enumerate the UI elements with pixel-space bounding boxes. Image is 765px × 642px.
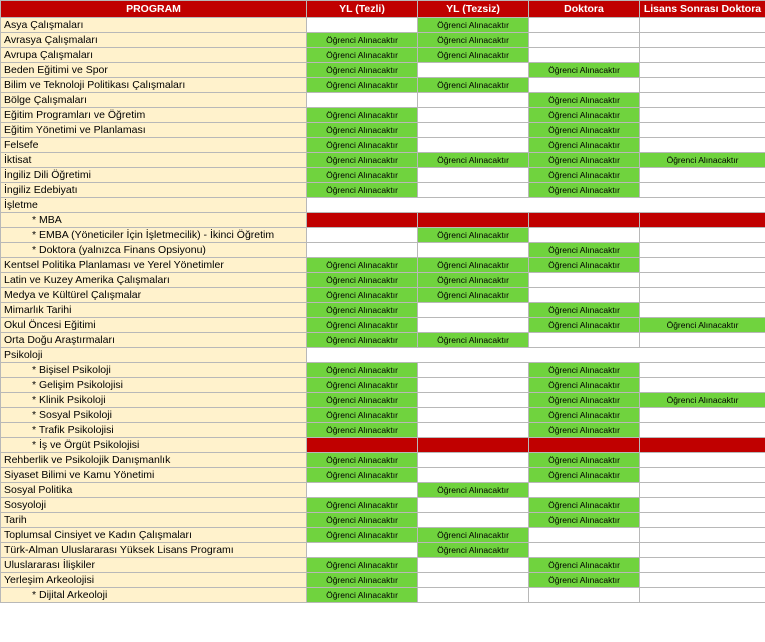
empty-cell [640,453,765,468]
empty-cell [307,198,418,213]
empty-cell [418,198,529,213]
empty-cell [640,303,765,318]
table-row [1,528,765,543]
accept-cell: Öğrenci Alınacaktır [529,123,640,138]
empty-cell [418,363,529,378]
table-row [1,423,765,438]
accept-cell: Öğrenci Alınacaktır [307,48,418,63]
table-row [1,63,765,78]
table-row [1,543,765,558]
accept-cell: Öğrenci Alınacaktır [529,303,640,318]
table-row [1,303,765,318]
accept-cell: Öğrenci Alınacaktır [307,423,418,438]
accept-cell: Öğrenci Alınacaktır [307,573,418,588]
closed-cell [418,213,529,228]
accept-cell: Öğrenci Alınacaktır [529,558,640,573]
header-yl-tezsiz: YL (Tezsiz) [418,1,529,18]
closed-cell [307,213,418,228]
program-name: Bilim ve Teknoloji Politikası Çalışmaları [1,78,307,93]
accept-cell: Öğrenci Alınacaktır [307,333,418,348]
accept-cell: Öğrenci Alınacaktır [529,258,640,273]
program-name: Avrupa Çalışmaları [1,48,307,63]
program-name: Eğitim Programları ve Öğretim [1,108,307,123]
empty-cell [418,138,529,153]
accept-cell: Öğrenci Alınacaktır [418,273,529,288]
empty-cell [307,348,418,363]
accept-cell: Öğrenci Alınacaktır [640,318,765,333]
accept-cell: Öğrenci Alınacaktır [307,63,418,78]
program-name: Medya ve Kültürel Çalışmalar [1,288,307,303]
program-name: Eğitim Yönetimi ve Planlaması [1,123,307,138]
empty-cell [640,138,765,153]
program-name: Beden Eğitimi ve Spor [1,63,307,78]
empty-cell [307,483,418,498]
table-row [1,213,765,228]
closed-cell [307,438,418,453]
empty-cell [529,33,640,48]
accept-cell: Öğrenci Alınacaktır [307,393,418,408]
empty-cell [640,228,765,243]
accept-cell: Öğrenci Alınacaktır [307,123,418,138]
closed-cell [640,213,765,228]
empty-cell [640,513,765,528]
table-row [1,588,765,603]
program-name: Felsefe [1,138,307,153]
empty-cell [640,348,765,363]
empty-cell [640,573,765,588]
empty-cell [640,378,765,393]
program-name: Türk-Alman Uluslararası Yüksek Lisans Programı [1,543,307,558]
table-row [1,168,765,183]
empty-cell [640,198,765,213]
accept-cell: Öğrenci Alınacaktır [307,498,418,513]
accept-cell: Öğrenci Alınacaktır [418,333,529,348]
program-name: İşletme [1,198,307,213]
empty-cell [529,273,640,288]
table-row [1,243,765,258]
accept-cell: Öğrenci Alınacaktır [307,273,418,288]
header-yl-tezli: YL (Tezli) [307,1,418,18]
program-name: * Bişisel Psikoloji [1,363,307,378]
table-row [1,438,765,453]
empty-cell [640,63,765,78]
empty-cell [640,168,765,183]
empty-cell [418,588,529,603]
accept-cell: Öğrenci Alınacaktır [307,378,418,393]
empty-cell [640,528,765,543]
accept-cell: Öğrenci Alınacaktır [307,183,418,198]
empty-cell [418,108,529,123]
empty-cell [418,123,529,138]
accept-cell: Öğrenci Alınacaktır [418,78,529,93]
closed-cell [640,438,765,453]
accept-cell: Öğrenci Alınacaktır [307,168,418,183]
empty-cell [418,408,529,423]
program-name: Sosyoloji [1,498,307,513]
program-name: Asya Çalışmaları [1,18,307,33]
empty-cell [640,543,765,558]
program-name: Siyaset Bilimi ve Kamu Yönetimi [1,468,307,483]
empty-cell [418,573,529,588]
accept-cell: Öğrenci Alınacaktır [529,513,640,528]
accept-cell: Öğrenci Alınacaktır [529,573,640,588]
program-name: * Sosyal Psikoloji [1,408,307,423]
accept-cell: Öğrenci Alınacaktır [418,543,529,558]
table-row [1,138,765,153]
empty-cell [640,108,765,123]
empty-cell [529,348,640,363]
accept-cell: Öğrenci Alınacaktır [529,423,640,438]
program-name: Uluslararası İlişkiler [1,558,307,573]
empty-cell [640,18,765,33]
accept-cell: Öğrenci Alınacaktır [307,453,418,468]
accept-cell: Öğrenci Alınacaktır [529,393,640,408]
table-row [1,33,765,48]
empty-cell [529,288,640,303]
program-name: İngiliz Edebiyatı [1,183,307,198]
empty-cell [418,93,529,108]
accept-cell: Öğrenci Alınacaktır [640,153,765,168]
program-name: Sosyal Politika [1,483,307,498]
empty-cell [418,513,529,528]
empty-cell [307,243,418,258]
empty-cell [640,408,765,423]
empty-cell [529,228,640,243]
table-row [1,318,765,333]
empty-cell [529,198,640,213]
accept-cell: Öğrenci Alınacaktır [529,138,640,153]
accept-cell: Öğrenci Alınacaktır [529,378,640,393]
empty-cell [640,363,765,378]
table-row [1,363,765,378]
table-row [1,348,765,363]
empty-cell [418,303,529,318]
empty-cell [640,123,765,138]
empty-cell [529,528,640,543]
empty-cell [418,558,529,573]
table-row [1,183,765,198]
empty-cell [640,273,765,288]
program-name: * Gelişim Psikolojisi [1,378,307,393]
table-row [1,123,765,138]
program-name: Psikoloji [1,348,307,363]
empty-cell [418,393,529,408]
accept-cell: Öğrenci Alınacaktır [529,63,640,78]
table-row [1,288,765,303]
empty-cell [640,468,765,483]
program-name: Okul Öncesi Eğitimi [1,318,307,333]
empty-cell [418,498,529,513]
empty-cell [529,588,640,603]
empty-cell [640,483,765,498]
accept-cell: Öğrenci Alınacaktır [418,288,529,303]
closed-cell [418,438,529,453]
accept-cell: Öğrenci Alınacaktır [529,153,640,168]
accept-cell: Öğrenci Alınacaktır [529,453,640,468]
empty-cell [418,468,529,483]
empty-cell [418,318,529,333]
empty-cell [640,558,765,573]
empty-cell [529,333,640,348]
accept-cell: Öğrenci Alınacaktır [529,363,640,378]
accept-cell: Öğrenci Alınacaktır [529,108,640,123]
accept-cell: Öğrenci Alınacaktır [418,18,529,33]
program-name: Tarih [1,513,307,528]
table-row [1,273,765,288]
accept-cell: Öğrenci Alınacaktır [529,93,640,108]
empty-cell [418,63,529,78]
empty-cell [640,258,765,273]
program-name: * İş ve Örgüt Psikolojisi [1,438,307,453]
empty-cell [640,243,765,258]
empty-cell [640,78,765,93]
accept-cell: Öğrenci Alınacaktır [418,33,529,48]
accept-cell: Öğrenci Alınacaktır [529,498,640,513]
program-name: * Dijital Arkeoloji [1,588,307,603]
empty-cell [307,93,418,108]
header-program: PROGRAM [1,1,307,18]
empty-cell [640,48,765,63]
empty-cell [307,18,418,33]
table-row [1,228,765,243]
accept-cell: Öğrenci Alınacaktır [307,288,418,303]
table-row [1,468,765,483]
empty-cell [307,543,418,558]
accept-cell: Öğrenci Alınacaktır [418,228,529,243]
table-row [1,408,765,423]
accept-cell: Öğrenci Alınacaktır [307,78,418,93]
program-name: İngiliz Dili Öğretimi [1,168,307,183]
closed-cell [529,213,640,228]
program-name: Latin ve Kuzey Amerika Çalışmaları [1,273,307,288]
table-row [1,378,765,393]
accept-cell: Öğrenci Alınacaktır [418,153,529,168]
accept-cell: Öğrenci Alınacaktır [418,483,529,498]
table-row [1,108,765,123]
accept-cell: Öğrenci Alınacaktır [529,318,640,333]
empty-cell [418,183,529,198]
empty-cell [418,453,529,468]
empty-cell [418,348,529,363]
accept-cell: Öğrenci Alınacaktır [307,318,418,333]
accept-cell: Öğrenci Alınacaktır [307,108,418,123]
program-name: * MBA [1,213,307,228]
empty-cell [640,498,765,513]
accept-cell: Öğrenci Alınacaktır [529,183,640,198]
table-row [1,198,765,213]
accept-cell: Öğrenci Alınacaktır [307,588,418,603]
program-name: * Trafik Psikolojisi [1,423,307,438]
accept-cell: Öğrenci Alınacaktır [418,528,529,543]
empty-cell [529,48,640,63]
accept-cell: Öğrenci Alınacaktır [307,408,418,423]
accept-cell: Öğrenci Alınacaktır [307,513,418,528]
empty-cell [529,543,640,558]
empty-cell [529,78,640,93]
accept-cell: Öğrenci Alınacaktır [307,468,418,483]
table-row [1,333,765,348]
empty-cell [418,378,529,393]
table-row [1,93,765,108]
header-lisans-sonrasi-doktora: Lisans Sonrası Doktora [640,1,765,18]
empty-cell [640,423,765,438]
table-row [1,573,765,588]
table-row [1,558,765,573]
header-row [1,1,765,18]
accept-cell: Öğrenci Alınacaktır [307,258,418,273]
table-row [1,483,765,498]
accept-cell: Öğrenci Alınacaktır [529,168,640,183]
program-name: * Klinik Psikoloji [1,393,307,408]
empty-cell [418,243,529,258]
accept-cell: Öğrenci Alınacaktır [307,33,418,48]
program-name: * Doktora (yalnızca Finans Opsiyonu) [1,243,307,258]
program-name: Mimarlık Tarihi [1,303,307,318]
empty-cell [529,18,640,33]
empty-cell [640,33,765,48]
table-row [1,48,765,63]
accept-cell: Öğrenci Alınacaktır [529,243,640,258]
empty-cell [418,168,529,183]
table-row [1,498,765,513]
program-name: Bölge Çalışmaları [1,93,307,108]
table-row [1,18,765,33]
accept-cell: Öğrenci Alınacaktır [307,138,418,153]
header-doktora: Doktora [529,1,640,18]
program-name: Orta Doğu Araştırmaları [1,333,307,348]
accept-cell: Öğrenci Alınacaktır [307,153,418,168]
table-row [1,513,765,528]
program-name: Toplumsal Cinsiyet ve Kadın Çalışmaları [1,528,307,543]
accept-cell: Öğrenci Alınacaktır [307,363,418,378]
program-name: Yerleşim Arkeolojisi [1,573,307,588]
accept-cell: Öğrenci Alınacaktır [529,468,640,483]
empty-cell [529,483,640,498]
program-name: Avrasya Çalışmaları [1,33,307,48]
empty-cell [640,588,765,603]
accept-cell: Öğrenci Alınacaktır [529,408,640,423]
accept-cell: Öğrenci Alınacaktır [307,528,418,543]
accept-cell: Öğrenci Alınacaktır [307,558,418,573]
empty-cell [640,93,765,108]
table-row [1,393,765,408]
program-name: İktisat [1,153,307,168]
table-row [1,78,765,93]
program-name: * EMBA (Yöneticiler İçin İşletmecilik) - İkinci Öğretim [1,228,307,243]
accept-cell: Öğrenci Alınacaktır [307,303,418,318]
accept-cell: Öğrenci Alınacaktır [640,393,765,408]
table-row [1,258,765,273]
empty-cell [640,288,765,303]
empty-cell [640,183,765,198]
accept-cell: Öğrenci Alınacaktır [418,48,529,63]
table-row [1,153,765,168]
empty-cell [640,333,765,348]
empty-cell [418,423,529,438]
empty-cell [307,228,418,243]
closed-cell [529,438,640,453]
program-name: Rehberlik ve Psikolojik Danışmanlık [1,453,307,468]
program-name: Kentsel Politika Planlaması ve Yerel Yönetimler [1,258,307,273]
accept-cell: Öğrenci Alınacaktır [418,258,529,273]
table-row [1,453,765,468]
